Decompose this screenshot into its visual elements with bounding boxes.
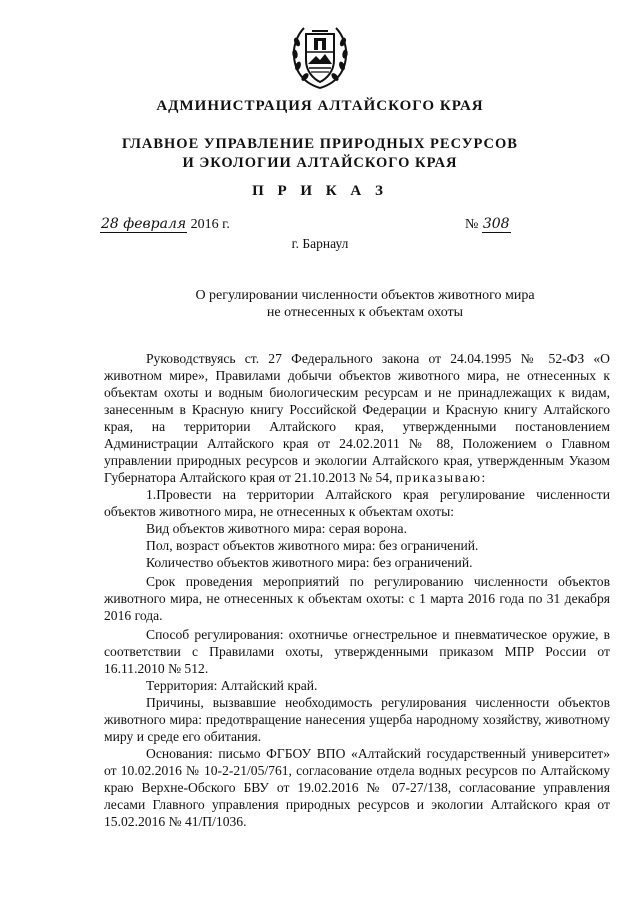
order-year: 2016 г. <box>190 217 230 232</box>
intro-text: Руководствуясь ст. 27 Федерального закона от 24.04.1995 № 52-ФЗ «О животном мире», Правилами добычи объектов животного мира, не отнесенных к объектам охоты и водным биологическим ресурсам и не принадлежащих к видам, занесенным в Красную книгу Российской Федерации и Красную книгу Алтайского края, на территории Алтайского края, утвержденными постановлением Администрации Алтайского края от 24.02.2011 № 88, Положением о Главном управлении природных ресурсов и экологии Алтайского края, утвержденным Указом Губернатора Алтайского края от 21.10.2013 № 54, <box>104 351 610 485</box>
intro-paragraph <box>104 350 610 486</box>
paragraph-species: Вид объектов животного мира: серая ворона. <box>146 521 407 536</box>
paragraph-reasons: Причины, вызвавшие необходимость регулирования численности объектов животного мира: предотвращение нанесения ущерба народному хозяйству, животному миру и среде его обитания. <box>104 695 610 744</box>
paragraph-quantity: Количество объектов животного мира: без ограничений. <box>146 555 473 570</box>
department-title-line2: И ЭКОЛОГИИ АЛТАЙСКОГО КРАЯ <box>182 155 458 171</box>
order-number <box>465 216 511 233</box>
city: г. Барнаул <box>291 236 349 251</box>
paragraph-grounds: Основания: письмо ФГБОУ ВПО «Алтайский государственный университет» от 10.02.2016 № 10-2-21/05/761, согласование отдела водных ресурсов по Алтайскому краю Верхне-Обского БВУ от 19.02.2016 № 07-27/138, согласование управления лесами Главного управления природных ресурсов и экологии Алтайского края от 15.02.2016 № 41/П/1036. <box>104 746 610 829</box>
order-date <box>100 216 230 233</box>
subject-line2: не отнесенных к объектам охоты <box>266 305 464 320</box>
administration-title: АДМИНИСТРАЦИЯ АЛТАЙСКОГО КРАЯ <box>156 98 484 114</box>
handwritten-date: 28 февраля <box>101 216 187 232</box>
department-title <box>0 135 640 173</box>
order-directive: приказываю: <box>395 470 487 485</box>
subject-line1: О регулировании численности объектов животного мира <box>195 288 535 303</box>
department-title-line1: ГЛАВНОЕ УПРАВЛЕНИЕ ПРИРОДНЫХ РЕСУРСОВ <box>122 136 518 152</box>
order-body <box>104 350 610 830</box>
paragraph-sex-age: Пол, возраст объектов животного мира: без ограничений. <box>146 538 479 553</box>
altai-krai-coat-of-arms-icon <box>290 22 350 92</box>
handwritten-number: 308 <box>482 216 510 232</box>
number-label: № <box>465 217 479 232</box>
paragraph-1: 1.Провести на территории Алтайского края регулирование численности объектов животного мира, не отнесенных к объектам охоты: <box>104 487 610 519</box>
order-subject <box>150 287 580 321</box>
paragraph-method: Способ регулирования: охотничье огнестрельное и пневматическое оружие, в соответствии с Правилами охоты, утвержденными приказом МПР России от 16.11.2010 № 512. <box>104 627 610 676</box>
document-type: П Р И К А З <box>252 183 388 199</box>
paragraph-territory: Территория: Алтайский край. <box>146 678 318 693</box>
paragraph-period: Срок проведения мероприятий по регулированию численности объектов животного мира, не отнесенных к объектам охоты: с 1 марта 2016 года по 31 декабря 2016 года. <box>104 574 610 623</box>
